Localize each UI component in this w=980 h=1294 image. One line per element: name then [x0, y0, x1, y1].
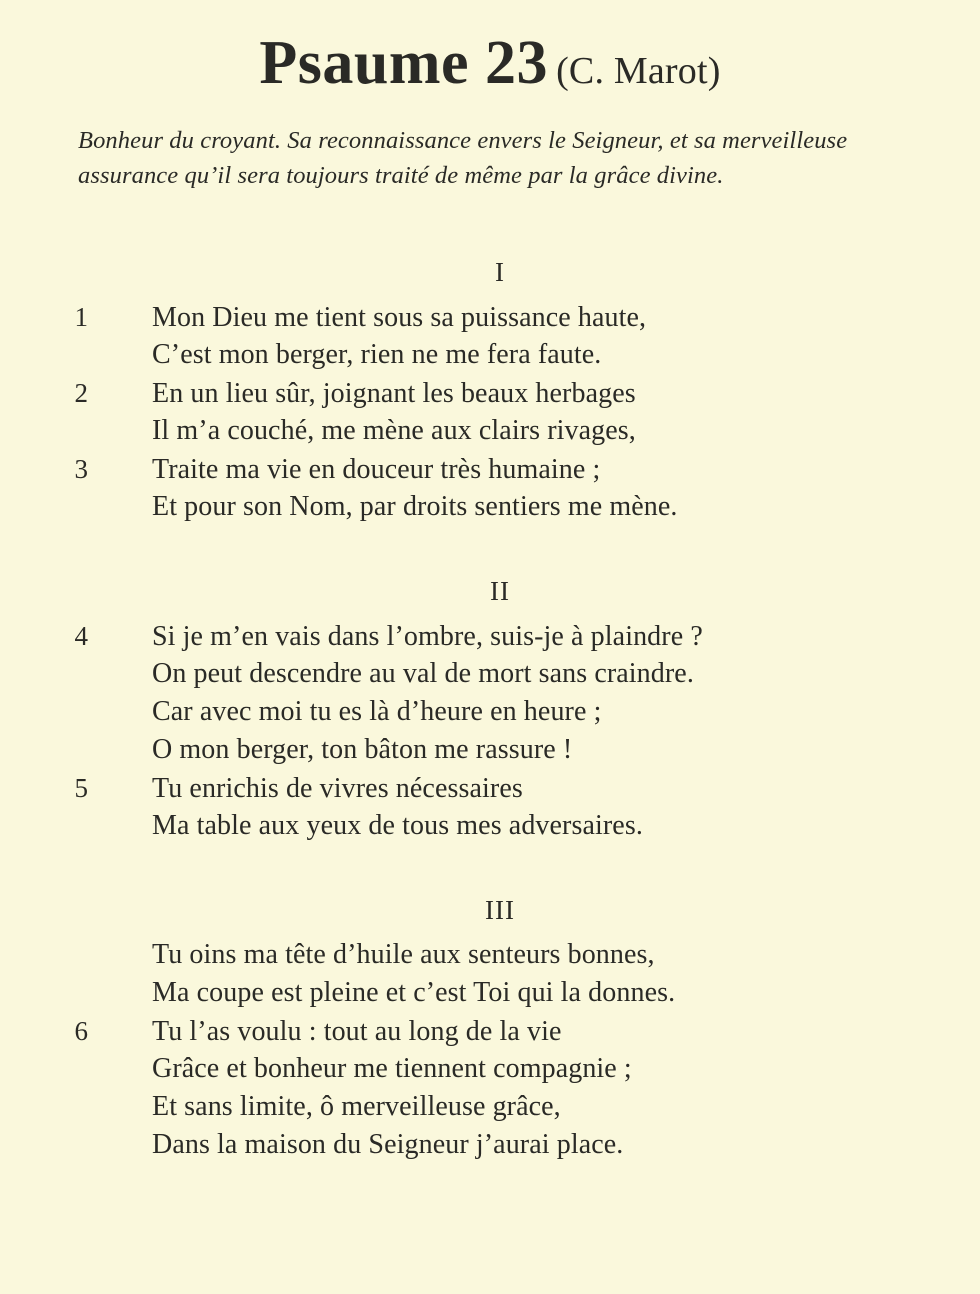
verse-number: 3	[74, 454, 88, 484]
verse-text: On peut descendre au val de mort sans craindre.	[152, 658, 694, 689]
verse-text: Car avec moi tu es là d’heure en heure ;	[152, 696, 602, 727]
psalm-author: (C. Marot)	[556, 50, 721, 92]
verse-number: 4	[74, 621, 88, 651]
verse-line	[0, 807, 980, 845]
verse-line	[0, 1088, 980, 1126]
verse-line	[0, 1050, 980, 1088]
verse-line	[0, 374, 980, 412]
verse-text: Il m’a couché, me mène aux clairs rivages,	[152, 415, 636, 446]
verse-text: O mon berger, ton bâton me rassure !	[152, 734, 573, 765]
verse-number: 2	[74, 378, 88, 408]
verse-line	[0, 974, 980, 1012]
verse-text: Tu oins ma tête d’huile aux senteurs bonnes,	[152, 939, 655, 970]
verse-line	[0, 1126, 980, 1164]
verse-number: 6	[74, 1016, 88, 1046]
verse-line	[0, 450, 980, 488]
verse-line	[0, 617, 980, 655]
verse-number: 5	[74, 773, 88, 803]
verse-text: Tu enrichis de vivres nécessaires	[152, 773, 523, 804]
stanza-list	[0, 257, 980, 1164]
verse-line	[0, 1012, 980, 1050]
verse-text: Ma table aux yeux de tous mes adversaires.	[152, 810, 643, 841]
stanza-numeral: III	[485, 895, 515, 925]
verse-line	[0, 731, 980, 769]
verse-line	[0, 298, 980, 336]
verse-text: Et pour son Nom, par droits sentiers me mène.	[152, 491, 678, 522]
stanza-numeral: I	[495, 257, 505, 287]
stanza-numeral: II	[490, 576, 510, 606]
verse-text: Et sans limite, ô merveilleuse grâce,	[152, 1091, 561, 1122]
verse-text: Mon Dieu me tient sous sa puissance haute,	[152, 302, 647, 333]
stanza	[0, 576, 980, 845]
verse-text: Ma coupe est pleine et c’est Toi qui la donnes.	[152, 977, 676, 1008]
verse-text: C’est mon berger, rien ne me fera faute.	[152, 339, 602, 370]
verse-number: 1	[74, 302, 88, 332]
verse-text: En un lieu sûr, joignant les beaux herbages	[152, 378, 636, 409]
stanza	[0, 895, 980, 1164]
verse-line	[0, 412, 980, 450]
verse-text: Si je m’en vais dans l’ombre, suis-je à plaindre ?	[152, 621, 703, 652]
verse-line	[0, 655, 980, 693]
stanza	[0, 257, 980, 526]
verse-text: Dans la maison du Seigneur j’aurai place.	[152, 1129, 624, 1160]
psalm-subtitle	[78, 123, 918, 193]
page-title	[0, 0, 980, 99]
verse-line	[0, 336, 980, 374]
verse-line	[0, 936, 980, 974]
subtitle-line-1: Bonheur du croyant. Sa reconnaissance envers le Seigneur, et sa merveilleuse	[78, 127, 848, 154]
verse-text: Grâce et bonheur me tiennent compagnie ;	[152, 1053, 632, 1084]
verse-line	[0, 769, 980, 807]
psalm-title: Psaume 23	[259, 29, 549, 97]
verse-line	[0, 488, 980, 526]
verse-line	[0, 693, 980, 731]
subtitle-line-2: assurance qu’il sera toujours traité de même par la grâce divine.	[78, 162, 724, 189]
verse-text: Tu l’as voulu : tout au long de la vie	[152, 1016, 562, 1047]
verse-text: Traite ma vie en douceur très humaine ;	[152, 454, 601, 485]
